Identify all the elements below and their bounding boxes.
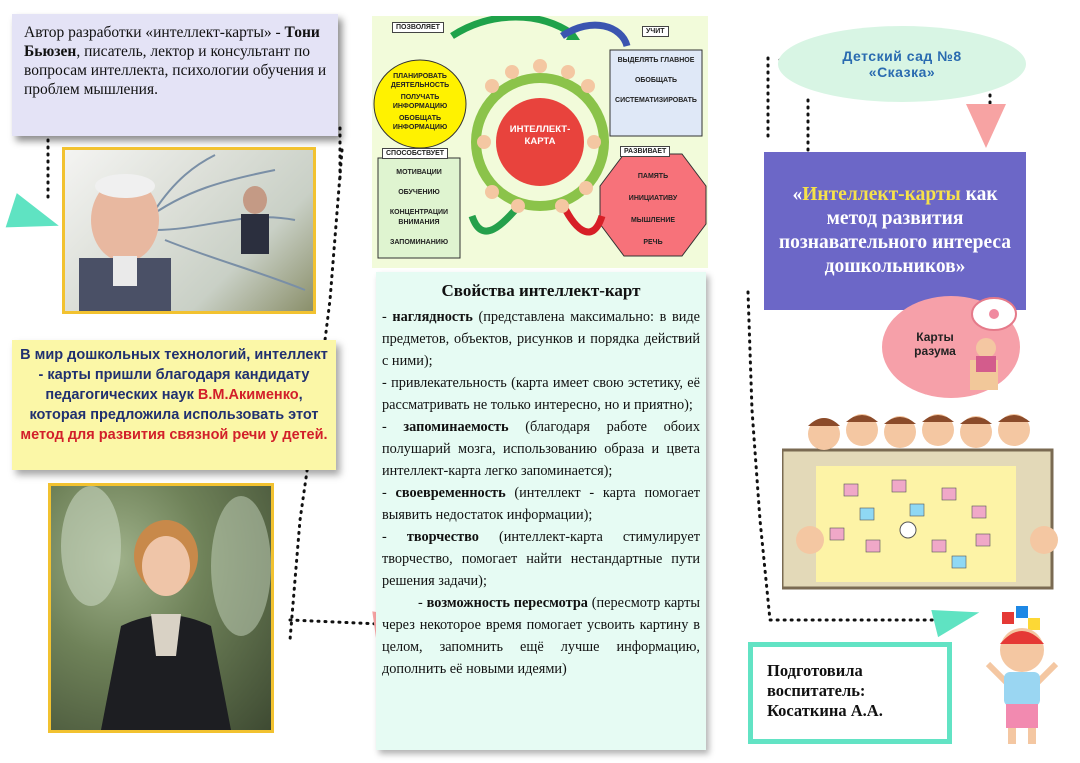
mind-maps-label: Карты разума bbox=[914, 330, 956, 358]
property-desc: (представлена максимально: в виде предметов, объектов, рисунков и порядка действий с ними); bbox=[382, 309, 700, 369]
brochure-title bbox=[764, 152, 1026, 310]
develops-item: ИНИЦИАТИВУ bbox=[628, 195, 678, 202]
develops-title: РАЗВИВАЕТ bbox=[620, 146, 670, 157]
allows-title: ПОЗВОЛЯЕТ bbox=[392, 22, 444, 33]
property-term: своевременность bbox=[395, 485, 506, 501]
akimenko-method: метод для развития связной речи у детей. bbox=[20, 427, 328, 443]
prepared-line-1: Подготовила bbox=[767, 661, 863, 680]
teaches-item: СИСТЕМАТИЗИРОВАТЬ bbox=[615, 97, 697, 104]
akimenko-name: В.М.Акименко bbox=[197, 387, 299, 403]
promotes-item: КОНЦЕНТРАЦИИ ВНИМАНИЯ bbox=[389, 209, 449, 226]
teaches-item: ВЫДЕЛЯТЬ ГЛАВНОЕ bbox=[617, 57, 695, 64]
allows-list bbox=[382, 72, 458, 132]
promotes-item: ОБУЧЕНИЮ bbox=[398, 189, 440, 196]
kindergarten-subname: «Сказка» bbox=[868, 64, 936, 80]
teaches-item: ОБОБЩАТЬ bbox=[634, 77, 678, 84]
author-intro: Автор разработки «интеллект-карты» - bbox=[24, 24, 281, 41]
title-highlight: Интеллект-карты bbox=[802, 184, 961, 205]
property-item bbox=[382, 592, 700, 680]
develops-item: РЕЧЬ bbox=[643, 239, 663, 246]
property-item bbox=[382, 372, 700, 416]
akimenko-info-box bbox=[12, 340, 336, 470]
author-info-box bbox=[12, 14, 338, 136]
allows-item: ОБОБЩАТЬ ИНФОРМАЦИЮ bbox=[392, 115, 448, 131]
property-desc: (благодаря работе обоих полушарий мозга, использованию образа и цвета интеллект-карта легко запоминается); bbox=[382, 419, 700, 479]
author-description: , писатель, лектор и консультант по вопросам интеллекта, психологии обучения и проблем мышления. bbox=[24, 43, 327, 98]
author-name: Тони Бьюзен bbox=[24, 24, 320, 60]
property-dash: - bbox=[382, 485, 396, 501]
property-desc: (интеллект-карта стимулирует творчество, помогает найти нестандартные пути решения задачи); bbox=[382, 529, 700, 589]
title-quote: « bbox=[792, 184, 803, 205]
prepared-line-2: воспитатель: bbox=[767, 681, 866, 700]
properties-title: Свойства интеллект-карт bbox=[441, 281, 641, 300]
kids-mind-map-illustration bbox=[782, 410, 1064, 596]
arrow-down-icon bbox=[966, 104, 1006, 148]
property-dash: - bbox=[382, 309, 393, 325]
property-dash: - bbox=[382, 419, 404, 435]
tony-buzan-photo bbox=[62, 147, 316, 314]
property-desc: (интеллект - карта помогает выявить недостаток информации); bbox=[382, 485, 700, 523]
allows-item: ПОЛУЧАТЬ ИНФОРМАЦИЮ bbox=[392, 94, 448, 110]
property-item bbox=[382, 416, 700, 482]
center-label: ИНТЕЛЛЕКТ-КАРТА bbox=[509, 124, 571, 147]
property-item bbox=[382, 306, 700, 372]
property-dash: - bbox=[382, 375, 392, 391]
teaches-list bbox=[612, 56, 700, 106]
property-desc: привлекательность (карта имеет свою эстетику, её рассматривать не только интересно, но и приятно); bbox=[382, 375, 700, 413]
property-dash: - bbox=[418, 595, 427, 611]
title-rest: как метод развития познавательного интереса дошкольников» bbox=[778, 184, 1012, 277]
property-term: запоминаемость bbox=[403, 419, 509, 435]
property-dash: - bbox=[382, 529, 407, 545]
intellect-map-infographic bbox=[372, 16, 708, 268]
allows-item: ПЛАНИРОВАТЬ ДЕЯТЕЛЬНОСТЬ bbox=[390, 73, 450, 89]
property-term: наглядность bbox=[392, 309, 473, 325]
thinking-child-illustration bbox=[978, 604, 1068, 750]
prepared-author: Косаткина А.А. bbox=[767, 701, 883, 720]
akimenko-photo bbox=[48, 483, 274, 733]
promotes-title: СПОСОБСТВУЕТ bbox=[382, 148, 448, 159]
promotes-item: ЗАПОМИНАНИЮ bbox=[389, 239, 449, 246]
promotes-item: МОТИВАЦИИ bbox=[396, 169, 442, 176]
develops-item: ПАМЯТЬ bbox=[637, 173, 669, 180]
akimenko-text-1: В мир дошкольных технологий, интеллект - карты пришли благодаря кандидату педагогических наук bbox=[20, 347, 328, 403]
property-term: творчество bbox=[406, 529, 479, 545]
properties-box bbox=[376, 272, 706, 750]
develops-item: МЫШЛЕНИЕ bbox=[630, 217, 676, 224]
property-term: возможность пересмотра bbox=[426, 595, 588, 611]
kindergarten-badge bbox=[778, 26, 1026, 102]
property-desc: (пересмотр карты через некоторое время помогает усвоить картину в целом, запомнить ещё лучше информацию, дополнить её новыми идеями) bbox=[382, 595, 700, 677]
property-item bbox=[382, 526, 700, 592]
kindergarten-name: Детский сад №8 bbox=[842, 48, 962, 64]
develops-list bbox=[612, 172, 694, 248]
property-item bbox=[382, 482, 700, 526]
teaches-title: УЧИТ bbox=[642, 26, 669, 37]
promotes-list bbox=[380, 168, 458, 248]
prepared-by-box bbox=[748, 642, 952, 744]
akimenko-text-2: , которая предложила использовать этот bbox=[29, 387, 319, 423]
